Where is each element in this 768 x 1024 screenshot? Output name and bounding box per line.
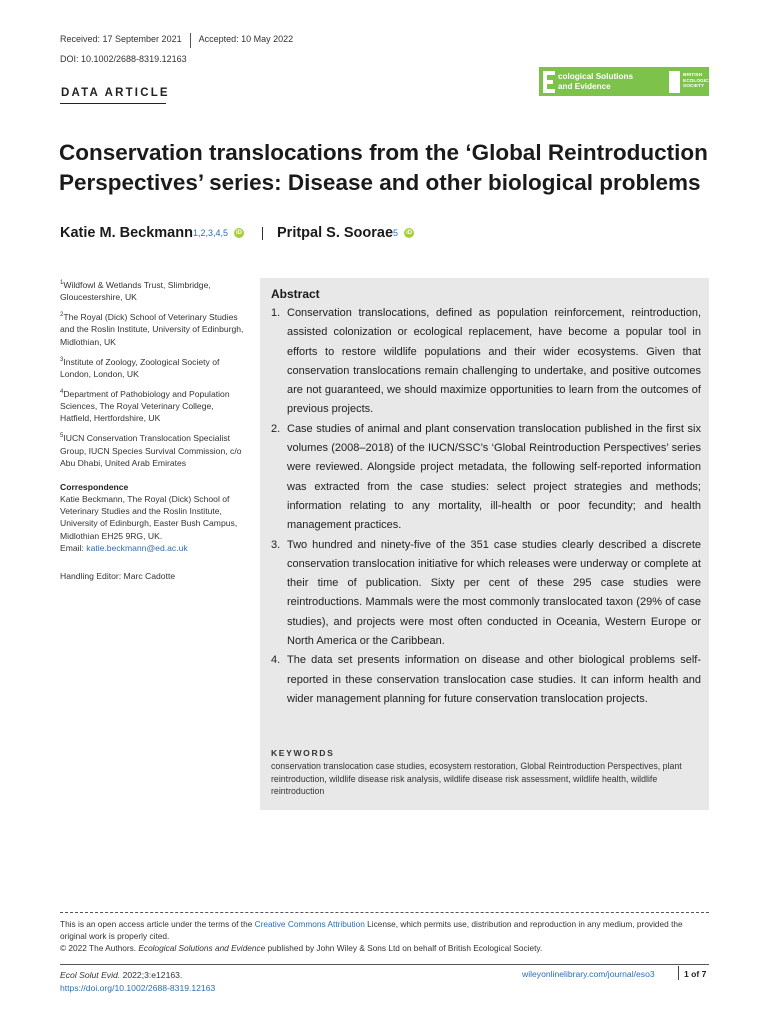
email-link[interactable]: katie.beckmann@ed.ac.uk — [86, 542, 188, 553]
journal-e-icon — [543, 71, 555, 93]
affiliation: $^4$Department of Pathobiology and Population Sciences, The Royal Veterinary College, Hatfield, Hertfordshire, UK — [60, 388, 230, 424]
article-dates — [60, 34, 293, 48]
affiliation: $^2$The Royal (Dick) School of Veterinary Studies and the Roslin Institute, University of Edinburgh, Midlothian, UK — [60, 312, 244, 347]
abstract-list — [271, 304, 701, 709]
journal-name-line2: and Evidence — [557, 81, 611, 91]
orcid-icon[interactable]: iD — [406, 230, 413, 236]
author-affiliation-refs[interactable]: 1,2,3,4,5 — [192, 228, 228, 238]
license-footnote: This is an open access article under the terms of the Creative Commons Attribution License, which permits use, distribution and reproduction in any medium, provided the original work is properly cited. © 2022 The Authors. Ecological Solutions and Evidence published by John Wiley & Sons Ltd on behalf of British Ecological Society. — [60, 919, 683, 953]
author-name[interactable]: Katie M. Beckmann — [60, 225, 193, 241]
handling-editor: Handling Editor: Marc Cadotte — [60, 570, 176, 581]
page-number-divider — [678, 966, 679, 980]
abstract-item: 3. Two hundred and ninety-five of the 351 case studies clearly described a discrete conservation translocation initiative for which releases were underway or complete at their time of publication. Sixty per cent of these 295 case studies were reintroductions. Mammals were the most commonly translocated taxon (29% of case studies), and projects were most often conducted in Oceania, Western Europe or North America or the Caribbean. — [271, 538, 701, 648]
date-divider — [190, 33, 191, 48]
citation-block: Ecol Solut Evid. 2022;3:e12163. https://doi.org/10.1002/2688-8319.12163 — [60, 970, 216, 993]
abstract-item: 4. The data set presents information on disease and other biological problems self-reported in these conservation translocation case studies. It can inform health and wider management planning for future conservation translocation projects. — [271, 654, 701, 705]
footer-rule — [60, 964, 709, 965]
abstract-item: 2. Case studies of animal and plant conservation translocation published in the first six volumes (2008–2018) of the IUCN/SSC’s ‘Global Reintroduction Perspectives’ series were reviewed. Alongside project metadata, the following self-reported information was extracted from the case studies: select project strategies and methods; information relating to any mortality, ill-health or poor fecundity; and health management practices. — [271, 422, 701, 532]
article-type-rule — [60, 103, 166, 104]
affiliation: $^3$Institute of Zoology, Zoological Society of London, London, UK — [60, 356, 220, 379]
keywords-heading: KEYWORDS — [271, 748, 335, 758]
article-type: DATA ARTICLE — [61, 87, 170, 99]
citation-journal: Ecol Solut Evid. — [60, 970, 121, 980]
license-link[interactable]: Creative Commons Attribution — [254, 919, 365, 929]
author-list — [60, 225, 414, 241]
affiliation: $^5$IUCN Conservation Translocation Specialist Group, IUCN Species Survival Commission, c/o Abu Dhabi, United Arab Emirates — [60, 433, 242, 468]
society-name: BRITISH ECOLOGICAL SOCIETY — [683, 73, 715, 90]
email-label: Email: — [60, 542, 87, 553]
affiliations — [60, 277, 245, 582]
received-date: Received: 17 September 2021 — [60, 34, 182, 44]
journal-site-link[interactable]: wileyonlinelibrary.com/journal/eso3 — [522, 969, 655, 979]
doi-line: DOI: 10.1002/2688-8319.12163 — [60, 54, 187, 64]
correspondence-heading: Correspondence — [60, 481, 129, 492]
article-title: Conservation translocations from the ‘Global Reintroduction Perspectives’ series: Disease and other biological problems — [59, 140, 708, 195]
journal-name — [558, 72, 663, 91]
author-affiliation-refs[interactable]: 5 — [393, 228, 399, 238]
society-logo — [669, 71, 715, 93]
correspondence-text: Katie Beckmann, The Royal (Dick) School of Veterinary Studies and the Roslin Institute, University of Edinburgh, Easter Bush Campus, Midlothian EH25 9RG, UK. Email: katie.beckmann@ed.ac.uk — [60, 493, 238, 553]
author-name[interactable]: Pritpal S. Soorae — [277, 225, 394, 241]
journal-name-line1: cological Solutions — [557, 72, 633, 81]
keywords-text: conservation translocation case studies, ecosystem restoration, Global Reintroduction Perspectives, plant reintroduction, wildlife disease risk analysis, wildlife disease risk assessment, wildlife health, wildlife reintroduction — [271, 761, 682, 796]
journal-logo[interactable] — [539, 67, 715, 96]
citation-doi-link[interactable]: https://doi.org/10.1002/2688-8319.12163 — [60, 983, 216, 993]
society-mark-icon — [669, 71, 680, 93]
author-separator — [262, 227, 263, 240]
abstract-item: 1. Conservation translocations, defined as population reinforcement, reintroduction, assisted colonization or ecological replacement, have become a popular tool in efforts to restore wildlife populations and their wider ecosystems. Given that conservation translocations remain challenging to undertake, and positive outcomes are not guaranteed, we should maximize opportunities to learn from the outcomes of previous projects. — [271, 307, 701, 416]
page-number: 1 of 7 — [684, 969, 707, 979]
accepted-date: Accepted: 10 May 2022 — [198, 34, 294, 44]
copyright-journal: Ecological Solutions and Evidence — [138, 943, 266, 953]
footnote-divider — [60, 912, 709, 913]
orcid-icon[interactable]: iD — [236, 230, 242, 236]
affiliation: $^1$Wildfowl & Wetlands Trust, Slimbridge, Gloucestershire, UK — [60, 279, 211, 303]
abstract-heading: Abstract — [271, 287, 320, 301]
